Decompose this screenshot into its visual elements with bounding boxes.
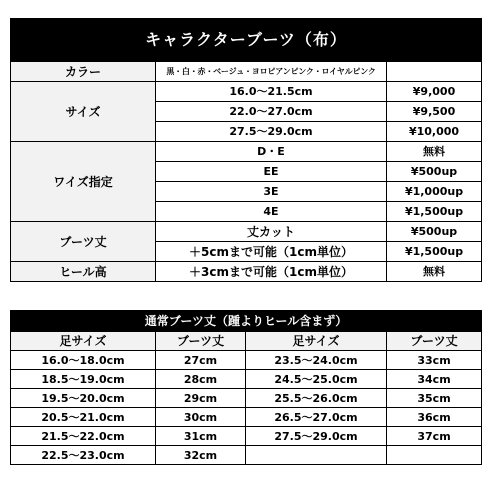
table-row: [11, 370, 482, 389]
boot-length-cell: 34cm: [387, 370, 482, 389]
size-range: 16.0～21.5cm: [156, 82, 387, 102]
size-price: ¥9,500: [387, 102, 482, 122]
heel-price: 無料: [387, 262, 482, 282]
boot-length-cell: 36cm: [387, 408, 482, 427]
foot-size-cell: 24.5～25.0cm: [246, 370, 387, 389]
length-price: ¥500up: [387, 222, 482, 242]
width-price: ¥500up: [387, 162, 482, 182]
color-price-empty: [387, 62, 482, 82]
foot-size-cell: 26.5～27.0cm: [246, 408, 387, 427]
options-price-table: [10, 18, 482, 282]
length-option: ＋5cmまで可能（1cm単位）: [156, 242, 387, 262]
length-price: ¥1,500up: [387, 242, 482, 262]
heel-label: ヒール高: [11, 262, 156, 282]
foot-size-cell: 21.5～22.0cm: [11, 427, 156, 446]
width-price: ¥1,500up: [387, 202, 482, 222]
size-range: 27.5～29.0cm: [156, 122, 387, 142]
foot-size-cell: 22.5～23.0cm: [11, 446, 156, 465]
foot-size-cell: 23.5～24.0cm: [246, 351, 387, 370]
header-boot-length: ブーツ丈: [387, 332, 482, 351]
boot-length-table-title: 通常ブーツ丈（踵よりヒール含まず）: [11, 311, 482, 332]
heel-option: ＋3cmまで可能（1cm単位）: [156, 262, 387, 282]
color-value: 黒・白・赤・ベージュ・ヨロピアンピンク・ロイヤルピンク: [156, 62, 387, 82]
width-option: 4E: [156, 202, 387, 222]
width-option: D・E: [156, 142, 387, 162]
width-price: ¥1,000up: [387, 182, 482, 202]
boot-length-cell: 32cm: [156, 446, 246, 465]
boot-length-cell: 27cm: [156, 351, 246, 370]
width-label: ワイズ指定: [11, 142, 156, 222]
header-foot-size: 足サイズ: [246, 332, 387, 351]
size-price: ¥10,000: [387, 122, 482, 142]
table-row: [11, 351, 482, 370]
boot-length-cell: 29cm: [156, 389, 246, 408]
header-foot-size: 足サイズ: [11, 332, 156, 351]
boot-length-cell: 37cm: [387, 427, 482, 446]
foot-size-cell: 25.5～26.0cm: [246, 389, 387, 408]
boot-length-cell: 28cm: [156, 370, 246, 389]
boot-length-cell: [387, 446, 482, 465]
boot-length-cell: 35cm: [387, 389, 482, 408]
foot-size-cell: 16.0～18.0cm: [11, 351, 156, 370]
width-option: EE: [156, 162, 387, 182]
size-label: サイズ: [11, 82, 156, 142]
length-option: 丈カット: [156, 222, 387, 242]
header-boot-length: ブーツ丈: [156, 332, 246, 351]
table-row: [11, 408, 482, 427]
foot-size-cell: [246, 446, 387, 465]
boot-length-label: ブーツ丈: [11, 222, 156, 262]
foot-size-cell: 20.5～21.0cm: [11, 408, 156, 427]
table-row: [11, 389, 482, 408]
product-title: キャラクターブーツ（布）: [11, 19, 482, 62]
width-price: 無料: [387, 142, 482, 162]
table-row: [11, 427, 482, 446]
width-option: 3E: [156, 182, 387, 202]
foot-size-cell: 18.5～19.0cm: [11, 370, 156, 389]
size-price: ¥9,000: [387, 82, 482, 102]
foot-size-cell: 19.5～20.0cm: [11, 389, 156, 408]
size-range: 22.0～27.0cm: [156, 102, 387, 122]
boot-length-cell: 31cm: [156, 427, 246, 446]
table-row: [11, 446, 482, 465]
boot-length-cell: 30cm: [156, 408, 246, 427]
foot-size-cell: 27.5～29.0cm: [246, 427, 387, 446]
boot-length-table: [10, 310, 482, 465]
color-label: カラー: [11, 62, 156, 82]
boot-length-cell: 33cm: [387, 351, 482, 370]
